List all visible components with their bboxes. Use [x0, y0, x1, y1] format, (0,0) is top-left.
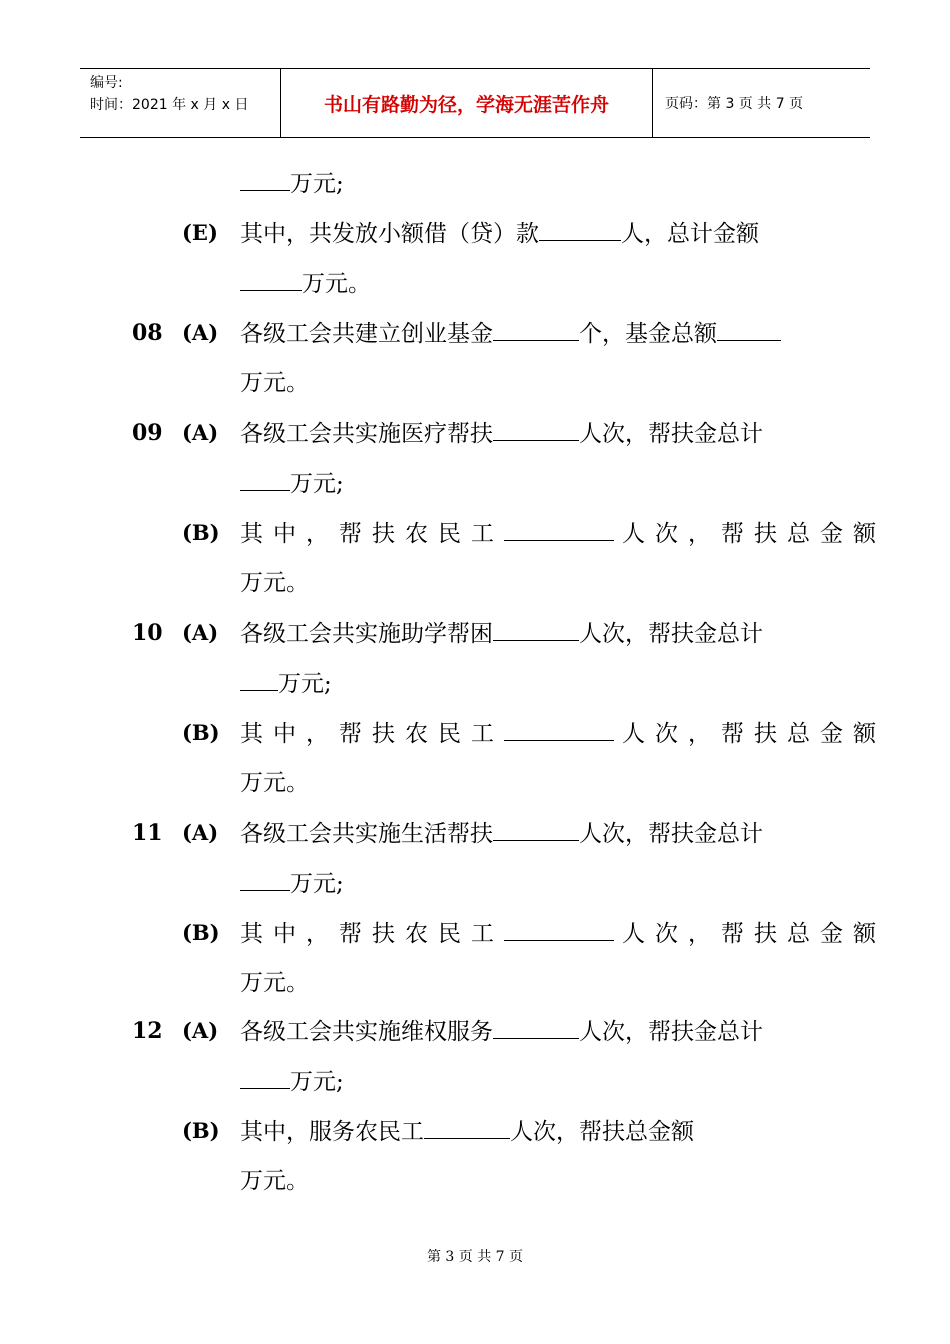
item-label-11-b: (B) [182, 920, 220, 945]
item-09-a-part2: 人次，帮扶金总计 [579, 421, 763, 447]
item-12-b-part1: 其中，服务农民工 [240, 1119, 424, 1145]
item-label-09-a: (A) [182, 420, 219, 445]
item-10-b-text [240, 718, 886, 749]
item-10-a-part2: 人次，帮扶金总计 [579, 621, 763, 647]
continuation-text: 万元。 [302, 271, 371, 297]
fill-blank [424, 1116, 510, 1139]
fill-blank [493, 818, 579, 841]
item-label-08-a: (A) [182, 320, 219, 345]
fill-blank [717, 318, 781, 341]
document-date-label: 时间：2021 年 x 月 x 日 [90, 97, 249, 113]
item-09-b-part1: 其中，帮扶农民工 [240, 521, 504, 547]
item-e-continuation [240, 268, 371, 299]
item-09-b-part2: 人次，帮扶总金额 [622, 521, 886, 547]
item-10-a-continuation [240, 668, 332, 699]
item-number-09: 09 [132, 420, 163, 446]
item-label-12-b: (B) [182, 1118, 220, 1143]
fill-blank [240, 868, 290, 891]
item-12-b-text [240, 1116, 694, 1147]
item-e-text [240, 218, 759, 249]
fill-blank [504, 918, 614, 941]
fill-blank [240, 668, 278, 691]
item-number-10: 10 [132, 620, 163, 646]
item-label-10-a: (A) [182, 620, 219, 645]
item-11-a-part2: 人次，帮扶金总计 [579, 821, 763, 847]
item-11-a-continuation [240, 868, 344, 899]
item-number-12: 12 [132, 1018, 163, 1044]
fill-blank [504, 518, 614, 541]
item-08-a-continuation: 万元。 [240, 370, 309, 396]
item-12-a-continuation [240, 1066, 344, 1097]
item-12-b-continuation: 万元。 [240, 1168, 309, 1194]
item-11-b-continuation: 万元。 [240, 970, 309, 996]
item-12-a-part2: 人次，帮扶金总计 [579, 1019, 763, 1045]
item-09-b-continuation: 万元。 [240, 570, 309, 596]
item-09-b-text [240, 518, 886, 549]
item-11-a-part1: 各级工会共实施生活帮扶 [240, 821, 493, 847]
item-08-a-part2: 个，基金总额 [579, 321, 717, 347]
fill-blank [240, 268, 302, 291]
continuation-text: 万元; [290, 471, 344, 497]
continuation-text: 万元; [290, 1069, 344, 1095]
page-header [80, 68, 870, 138]
continuation-text: 万元; [278, 671, 332, 697]
item-09-a-continuation [240, 468, 344, 499]
page-footer: 第 3 页 共 7 页 [426, 1249, 524, 1265]
item-label-10-b: (B) [182, 720, 220, 745]
item-10-b-continuation: 万元。 [240, 770, 309, 796]
item-11-b-part2: 人次，帮扶总金额 [622, 921, 886, 947]
item-08-a-part1: 各级工会共建立创业基金 [240, 321, 493, 347]
item-label-09-b: (B) [182, 520, 220, 545]
continuation-text: 万元; [290, 871, 344, 897]
item-10-a-part1: 各级工会共实施助学帮困 [240, 621, 493, 647]
fill-blank [493, 418, 579, 441]
document-number-label: 编号: [90, 75, 123, 91]
item-label-e: (E) [182, 220, 218, 245]
item-e-text-part1: 其中，共发放小额借（贷）款 [240, 221, 539, 247]
header-info [80, 69, 281, 137]
item-11-b-text [240, 918, 886, 949]
item-12-a-part1: 各级工会共实施维权服务 [240, 1019, 493, 1045]
item-11-b-part1: 其中，帮扶农民工 [240, 921, 504, 947]
item-10-b-part2: 人次，帮扶总金额 [622, 721, 886, 747]
header-motto: 书山有路勤为径，学海无涯苦作舟 [281, 69, 653, 137]
item-number-11: 11 [132, 820, 163, 846]
header-page-number: 页码：第 3 页 共 7 页 [665, 96, 804, 112]
fill-blank [504, 718, 614, 741]
item-12-b-part2: 人次，帮扶总金额 [510, 1119, 694, 1145]
item-08-a-text [240, 318, 781, 349]
fill-blank [240, 1066, 290, 1089]
item-09-a-part1: 各级工会共实施医疗帮扶 [240, 421, 493, 447]
fill-blank [539, 218, 621, 241]
fill-blank [240, 168, 290, 191]
item-12-a-text [240, 1016, 763, 1047]
fill-blank [493, 618, 579, 641]
item-d-continuation [240, 168, 344, 199]
item-10-a-text [240, 618, 763, 649]
item-label-12-a: (A) [182, 1018, 219, 1043]
item-e-text-part2: 人，总计金额 [621, 221, 759, 247]
fill-blank [493, 318, 579, 341]
item-11-a-text [240, 818, 763, 849]
item-number-08: 08 [132, 320, 163, 346]
item-label-11-a: (A) [182, 820, 219, 845]
continuation-text: 万元; [290, 171, 344, 197]
fill-blank [240, 468, 290, 491]
fill-blank [493, 1016, 579, 1039]
item-10-b-part1: 其中，帮扶农民工 [240, 721, 504, 747]
item-09-a-text [240, 418, 763, 449]
